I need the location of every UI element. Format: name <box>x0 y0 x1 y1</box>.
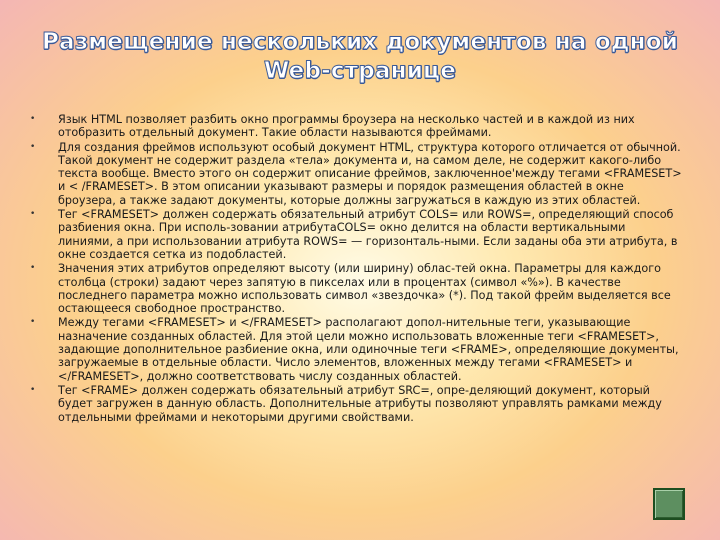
slide-nav-button[interactable] <box>653 488 685 520</box>
bullet-icon: • <box>30 209 36 220</box>
slide-title: Размещение нескольких документов на одной Web-странице <box>41 29 679 84</box>
bullet-text: Тег <FRAMESET> должен содержать обязательный атрибут COLS= или ROWS=, определяющий способ разбиения окна. При исполь-зовании атрибутаCOLS= окно делится на области вертикальными линиями, а при использовании атрибута ROWS= — горизонталь-ными. Если заданы оба эти атрибута, в окне создается сетка из подобластей. <box>58 208 678 261</box>
bullet-item <box>22 262 682 315</box>
bullet-list <box>22 113 682 425</box>
bullet-item <box>22 208 682 261</box>
bullet-text: Значения этих атрибутов определяют высоту (или ширину) облас-тей окна. Параметры для каждого столбца (строки) задают через запятую в пикселах или в процентах (символ «%»). В качестве последнего параметра можно использовать символ «звездочка» (*). Под такой фрейм выделяется все остающееся свободное пространство. <box>58 262 671 316</box>
bullet-text: Язык HTML позволяет разбить окно программы броузера на несколько частей и в каждой из них отобразить отдельный документ. Такие области называются фреймами. <box>58 113 635 140</box>
bullet-text: Тег <FRAME> должен содержать обязательный атрибут SRC=, опре-деляющий документ, который будет загружен в данную область. Дополнительные атрибуты позволяют управлять рамками между отдельными фреймами и некоторыми другими свойствами. <box>58 383 662 424</box>
bullet-icon: • <box>30 384 36 395</box>
bullet-item <box>22 141 682 207</box>
bullet-text: Между тегами <FRAMESET> и </FRAMESET> располагают допол-нительные теги, указывающие назначение созданных областей. Для этой цели можно использовать вложенные теги <FRAMESET>, задающие дополнительное разбиение окна, или одиночные теги <FRAME>, определяющие документы, загружаемые в отдельные области. Число элементов, вложенных между тегами <FRAMESET> и </FRAMESET>, должно соответствовать числу созданных областей. <box>58 316 679 383</box>
bullet-item <box>22 316 682 382</box>
bullet-item <box>22 113 682 140</box>
bullet-item <box>22 384 682 424</box>
bullet-text: Для создания фреймов используют особый документ HTML, структура которого отличается от обычной. Такой документ не содержит раздела «тела» документа и, на самом деле, не содержит какого-либо текста вообще. Вместо этого он содержит описание фреймов, заключенное'между тегами <FRAMESET> и < /FRAMESET>. В этом описании указывают размеры и порядок размещения областей в окне броузера, а также задают документы, которые должны загружаться в каждую из этих областей. <box>58 140 682 207</box>
bullet-icon: • <box>30 141 36 152</box>
bullet-icon: • <box>30 114 36 124</box>
bullet-icon: • <box>30 263 36 274</box>
bullet-icon: • <box>30 317 36 328</box>
